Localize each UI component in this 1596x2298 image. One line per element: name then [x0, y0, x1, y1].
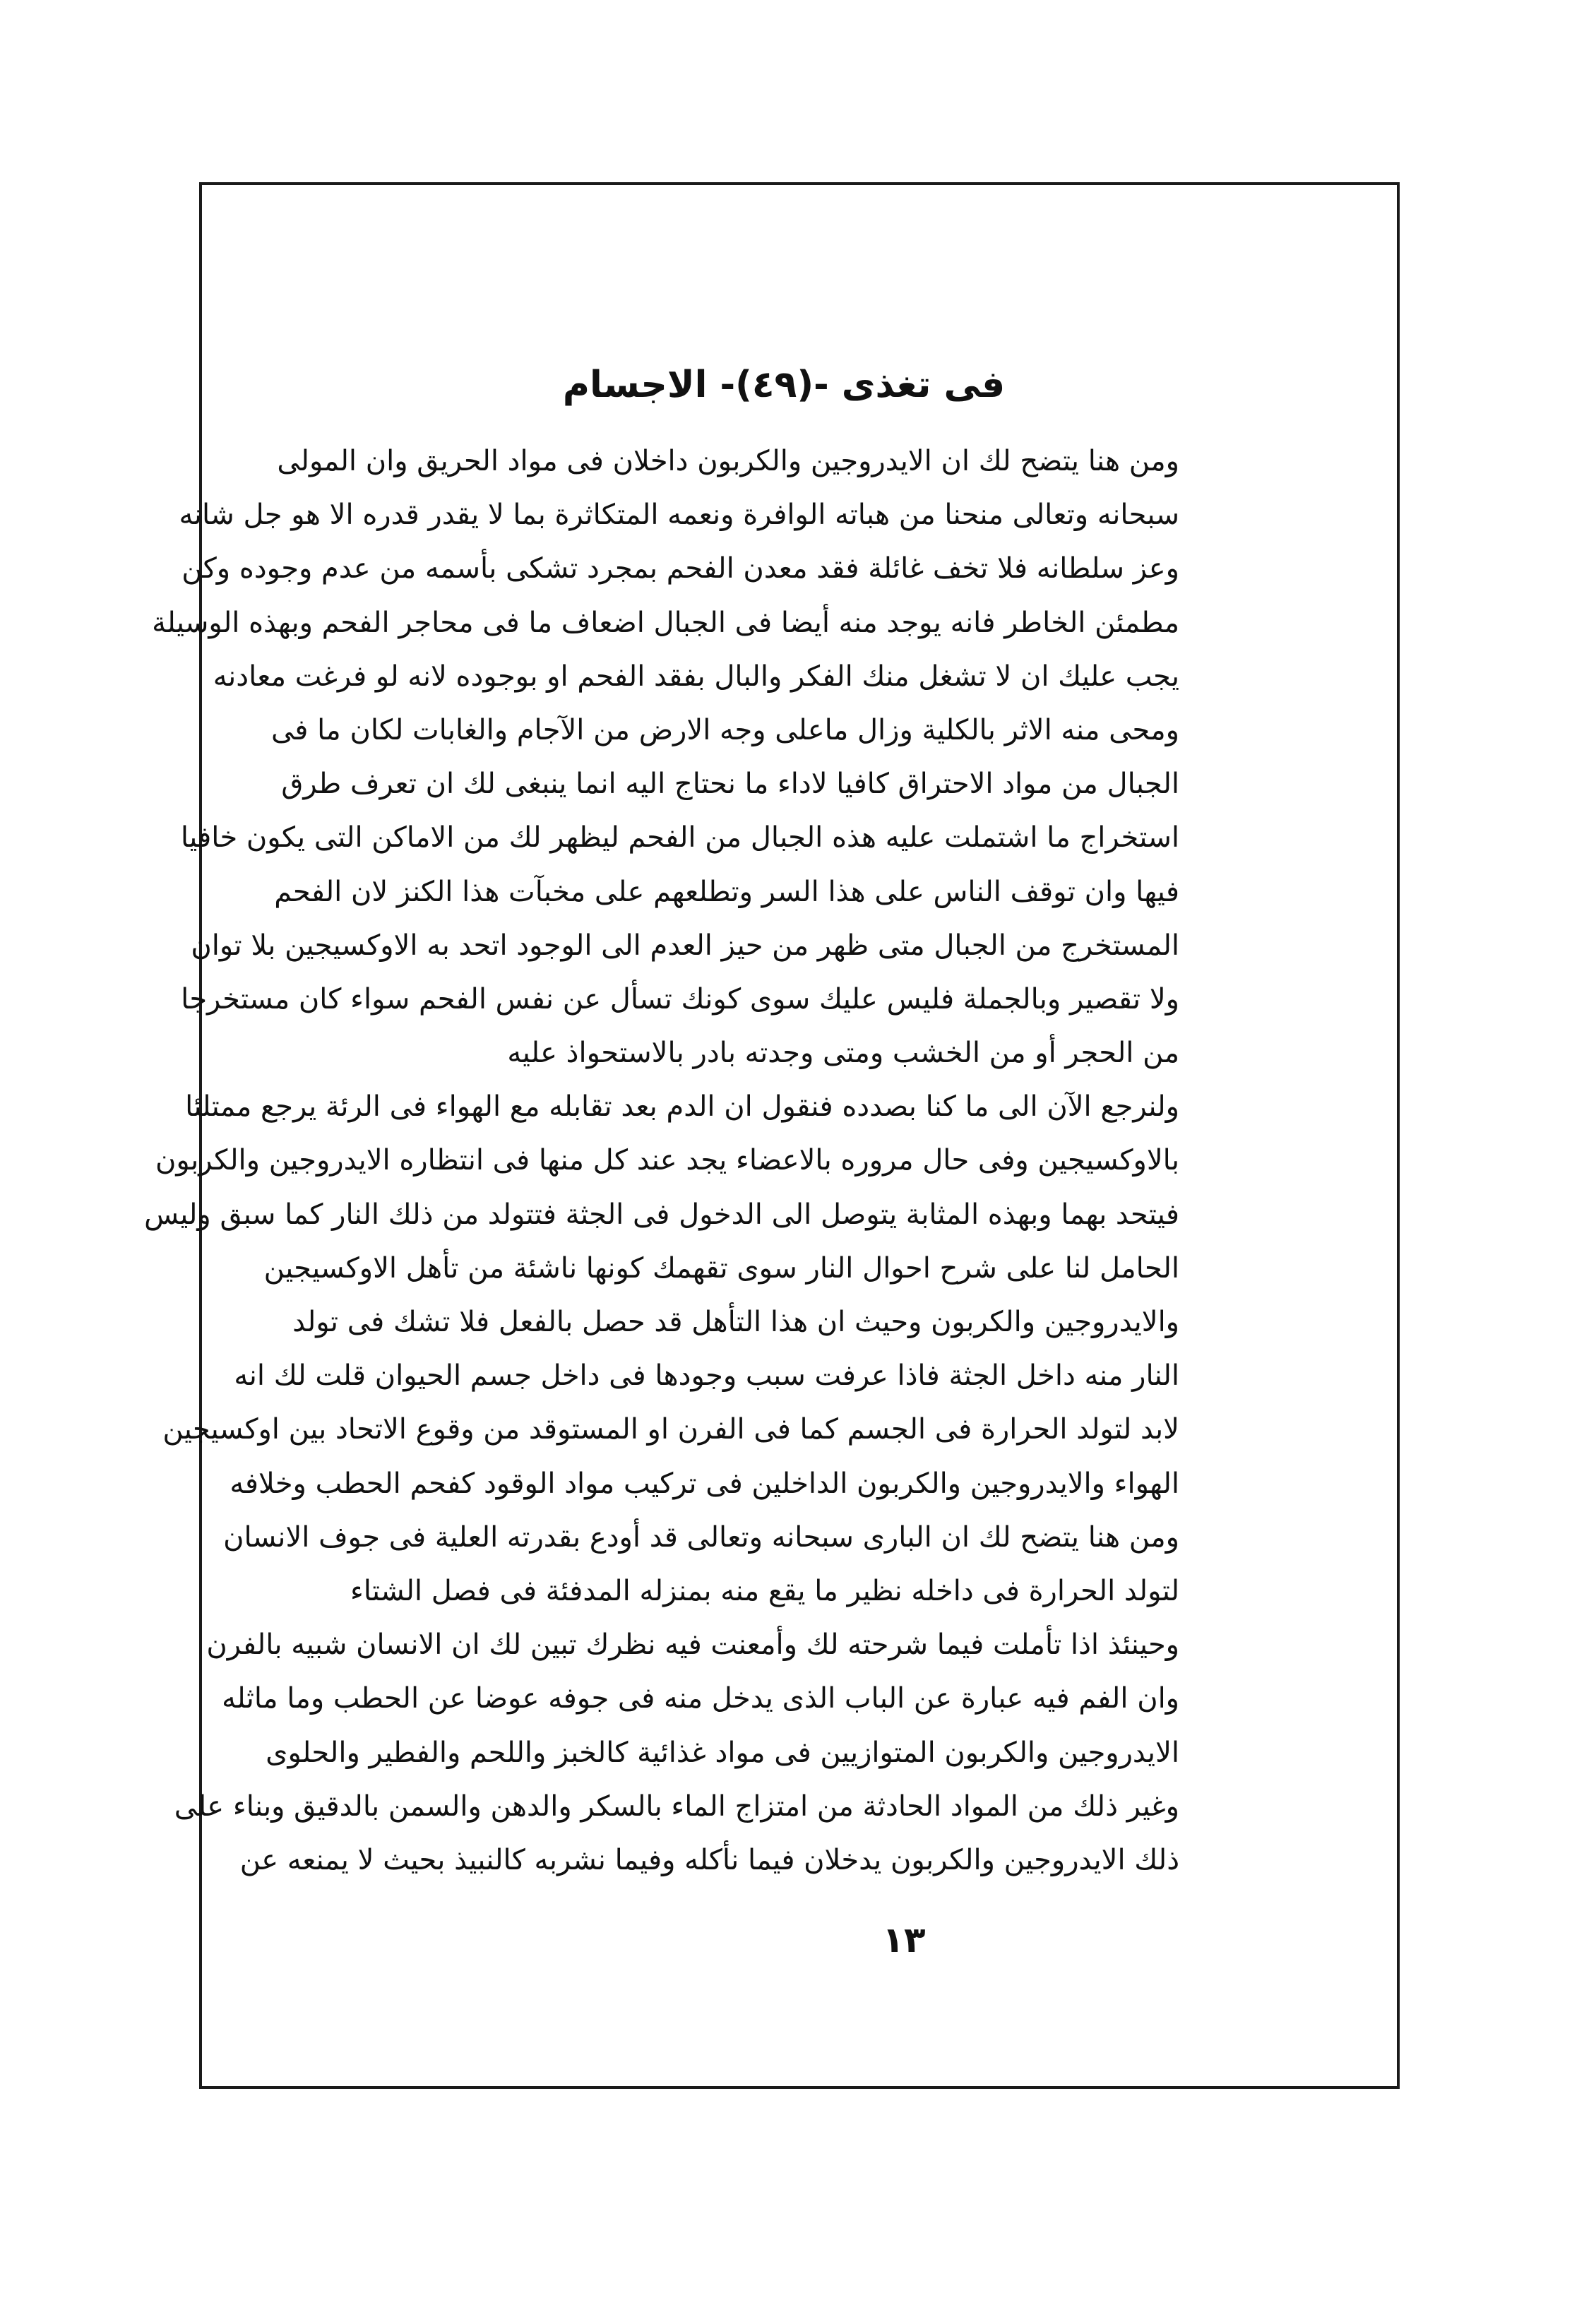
- text-line: لتولد الحرارة فى داخله نظير ما يقع منه بمنزله المدفئة فى فصل الشتاء: [350, 1574, 1179, 1607]
- text-line: استخراج ما اشتملت عليه هذه الجبال من الفحم ليظهر لك من الاماكن التى يكون خافيا: [180, 821, 1179, 855]
- text-line: الحامل لنا على شرح احوال النار سوى تقهمك كونها ناشئة من تأهل الاوكسيجين: [263, 1251, 1179, 1285]
- text-line: وحينئذ اذا تأملت فيما شرحته لك وأمعنت فيه نظرك تبين لك ان الانسان شبيه بالفرن: [206, 1629, 1179, 1662]
- text-line: يجب عليك ان لا تشغل منك الفكر والبال بفقد الفحم او بوجوده لانه لو فرغت معادنه: [213, 660, 1179, 693]
- text-line: ذلك الايدروجين والكربون يدخلان فيما نأكله وفيما نشربه كالنبيذ بحيث لا يمنعه عن: [239, 1843, 1179, 1876]
- text-line: الهواء والايدروجين والكربون الداخلين فى تركيب مواد الوقود كفحم الحطب وخلافه: [230, 1467, 1179, 1500]
- text-line: وان الفم فيه عبارة عن الباب الذى يدخل منه فى جوفه عوضا عن الحطب وما ماثله: [222, 1682, 1179, 1715]
- text-line: النار منه داخل الجثة فاذا عرفت سبب وجودها فى داخل جسم الحيوان قلت لك انه: [234, 1359, 1179, 1393]
- text-line: ولا تقصير وبالجملة فليس عليك سوى كونك تسأل عن نفس الفحم سواء كان مستخرجا: [181, 982, 1179, 1016]
- text-line: وعز سلطانه فلا تخف غائلة فقد معدن الفحم بمجرد تشكى بأسمه من عدم وجوده وكن: [181, 552, 1179, 585]
- text-line: فيتحد بهما وبهذه المثابة يتوصل الى الدخول فى الجثة فتتولد من ذلك النار كما سبق وليس: [144, 1198, 1179, 1231]
- page-number: ١٣: [882, 1919, 926, 1960]
- text-line: ومن هنا يتضح لك ان الايدروجين والكربون داخلان فى مواد الحريق وان المولى: [277, 445, 1179, 477]
- text-line: من الحجر أو من الخشب ومتى وجدته بادر بالاستحواذ عليه: [507, 1037, 1179, 1070]
- text-line: ومحى منه الاثر بالكلية وزال ماعلى وجه الارض من الآجام والغابات لكان ما فى: [270, 713, 1179, 746]
- text-line: لابد لتولد الحرارة فى الجسم كما فى الفرن او المستوقد من وقوع الاتحاد بين اوكسيجين: [162, 1413, 1179, 1446]
- text-line: ولنرجع الآن الى ما كنا بصدده فنقول ان الدم بعد تقابله مع الهواء فى الرئة يرجع ممتلئا: [185, 1090, 1179, 1124]
- text-line: وغير ذلك من المواد الحادثة من امتزاج الماء بالسكر والدهن والسمن بالدقيق وبناء على: [174, 1790, 1179, 1823]
- text-line: ومن هنا يتضح لك ان البارى سبحانه وتعالى قد أودع بقدرته العلية فى جوف الانسان: [223, 1520, 1179, 1554]
- text-line: فيها وان توقف الناس على هذا السر وتطلعهم على مخبآت هذا الكنز لان الفحم: [274, 875, 1179, 908]
- text-line: بالاوكسيجين وفى حال مروره بالاعضاء يجد عند كل منها فى انتظاره الايدروجين والكربون: [155, 1144, 1179, 1177]
- text-line: الجبال من مواد الاحتراق كافيا لاداء ما نحتاج اليه انما ينبغى لك ان تعرف طرق: [281, 768, 1179, 801]
- text-line: المستخرج من الجبال متى ظهر من حيز العدم الى الوجود اتحد به الاوكسيجين بلا توان: [191, 929, 1179, 962]
- text-line: والايدروجين والكربون وحيث ان هذا التأهل قد حصل بالفعل فلا تشك فى تولد: [292, 1306, 1179, 1338]
- body-text: [144, 434, 1179, 1887]
- text-line: مطمئن الخاطر فانه يوجد منه أيضا فى الجبال اضعاف ما فى محاجر الفحم وبهذه الوسيلة: [152, 606, 1179, 639]
- text-line: سبحانه وتعالى منحنا من هباته الوافرة ونعمه المتكاثرة بما لا يقدر قدره الا هو جل شانه: [179, 499, 1179, 532]
- running-header: فى تغذى -(٤٩)- الاجسام: [562, 364, 1006, 406]
- text-line: الايدروجين والكربون المتوازيين فى مواد غذائية كالخبز واللحم والفطير والحلوى: [266, 1736, 1179, 1769]
